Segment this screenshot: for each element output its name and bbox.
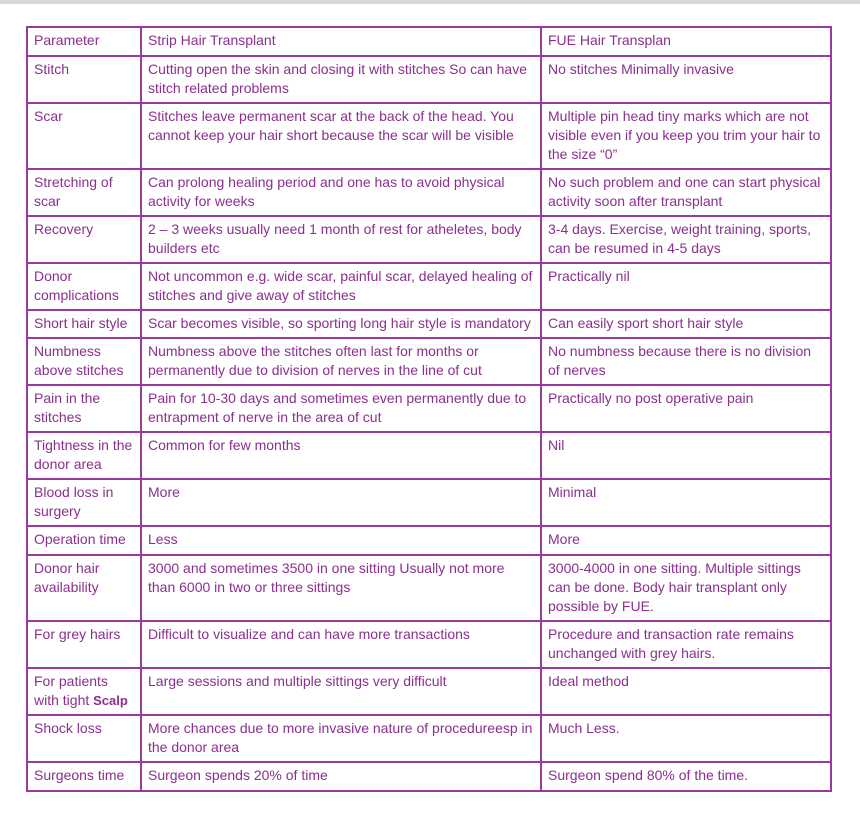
strip-cell: Surgeon spends 20% of time	[141, 762, 541, 791]
strip-cell: More	[141, 479, 541, 526]
header-cell-strip: Strip Hair Transplant	[141, 27, 541, 56]
table-row	[27, 103, 831, 169]
parameter-cell: Numbness above stitches	[27, 338, 141, 385]
strip-cell: Common for few months	[141, 432, 541, 479]
strip-cell: 2 – 3 weeks usually need 1 month of rest for atheletes, body builders etc	[141, 216, 541, 263]
fue-cell: Multiple pin head tiny marks which are not visible even if you keep you trim your hair to the size “0”	[541, 103, 831, 169]
strip-cell: Less	[141, 526, 541, 555]
parameter-cell: Tightness in the donor area	[27, 432, 141, 479]
fue-cell: Procedure and transaction rate remains unchanged with grey hairs.	[541, 621, 831, 668]
parameter-cell: Scar	[27, 103, 141, 169]
fue-cell: 3-4 days. Exercise, weight training, sports, can be resumed in 4-5 days	[541, 216, 831, 263]
parameter-cell	[27, 668, 141, 715]
fue-cell: Can easily sport short hair style	[541, 310, 831, 338]
header-row	[27, 27, 831, 56]
table-row	[27, 762, 831, 791]
strip-cell: Not uncommon e.g. wide scar, painful scar, delayed healing of stitches and give away of stitches	[141, 263, 541, 310]
header-cell-fue: FUE Hair Transplan	[541, 27, 831, 56]
strip-cell: Numbness above the stitches often last for months or permanently due to division of nerves in the line of cut	[141, 338, 541, 385]
parameter-cell: Recovery	[27, 216, 141, 263]
strip-cell: Pain for 10-30 days and sometimes even permanently due to entrapment of nerve in the area of cut	[141, 385, 541, 432]
strip-cell: Scar becomes visible, so sporting long hair style is mandatory	[141, 310, 541, 338]
parameter-cell: Shock loss	[27, 715, 141, 762]
table-row	[27, 385, 831, 432]
parameter-cell: Blood loss in surgery	[27, 479, 141, 526]
fue-cell: 3000-4000 in one sitting. Multiple sittings can be done. Body hair transplant only possible by FUE.	[541, 555, 831, 621]
parameter-bold-word: Scalp	[93, 693, 128, 708]
strip-cell: Cutting open the skin and closing it with stitches So can have stitch related problems	[141, 56, 541, 103]
table-row	[27, 56, 831, 103]
strip-cell: Difficult to visualize and can have more transactions	[141, 621, 541, 668]
parameter-cell: Surgeons time	[27, 762, 141, 791]
table-row	[27, 263, 831, 310]
parameter-cell: Stitch	[27, 56, 141, 103]
fue-cell: More	[541, 526, 831, 555]
fue-cell: Nil	[541, 432, 831, 479]
fue-cell: Practically nil	[541, 263, 831, 310]
table-row	[27, 555, 831, 621]
fue-cell: No such problem and one can start physical activity soon after transplant	[541, 169, 831, 216]
top-strip	[0, 0, 860, 4]
fue-cell: No stitches Minimally invasive	[541, 56, 831, 103]
table-row	[27, 169, 831, 216]
parameter-cell: Pain in the stitches	[27, 385, 141, 432]
strip-cell: Large sessions and multiple sittings very difficult	[141, 668, 541, 715]
parameter-cell: Operation time	[27, 526, 141, 555]
fue-cell: No numbness because there is no division of nerves	[541, 338, 831, 385]
table-row	[27, 338, 831, 385]
strip-cell: Stitches leave permanent scar at the back of the head. You cannot keep your hair short because the scar will be visible	[141, 103, 541, 169]
parameter-cell: Donor hair availability	[27, 555, 141, 621]
parameter-cell: Donor complications	[27, 263, 141, 310]
table-row	[27, 479, 831, 526]
table-row	[27, 432, 831, 479]
strip-cell: More chances due to more invasive nature of procedureesp in the donor area	[141, 715, 541, 762]
table-row	[27, 715, 831, 762]
comparison-table	[26, 26, 832, 792]
fue-cell: Ideal method	[541, 668, 831, 715]
table-row	[27, 668, 831, 715]
parameter-cell: Short hair style	[27, 310, 141, 338]
strip-cell: Can prolong healing period and one has to avoid physical activity for weeks	[141, 169, 541, 216]
table-row	[27, 310, 831, 338]
parameter-text: For patients with tight	[34, 673, 108, 708]
fue-cell: Surgeon spend 80% of the time.	[541, 762, 831, 791]
fue-cell: Much Less.	[541, 715, 831, 762]
table-row	[27, 621, 831, 668]
table-row	[27, 216, 831, 263]
strip-cell: 3000 and sometimes 3500 in one sitting Usually not more than 6000 in two or three sittings	[141, 555, 541, 621]
table-row	[27, 526, 831, 555]
header-cell-parameter: Parameter	[27, 27, 141, 56]
parameter-cell: For grey hairs	[27, 621, 141, 668]
fue-cell: Practically no post operative pain	[541, 385, 831, 432]
parameter-cell: Stretching of scar	[27, 169, 141, 216]
fue-cell: Minimal	[541, 479, 831, 526]
